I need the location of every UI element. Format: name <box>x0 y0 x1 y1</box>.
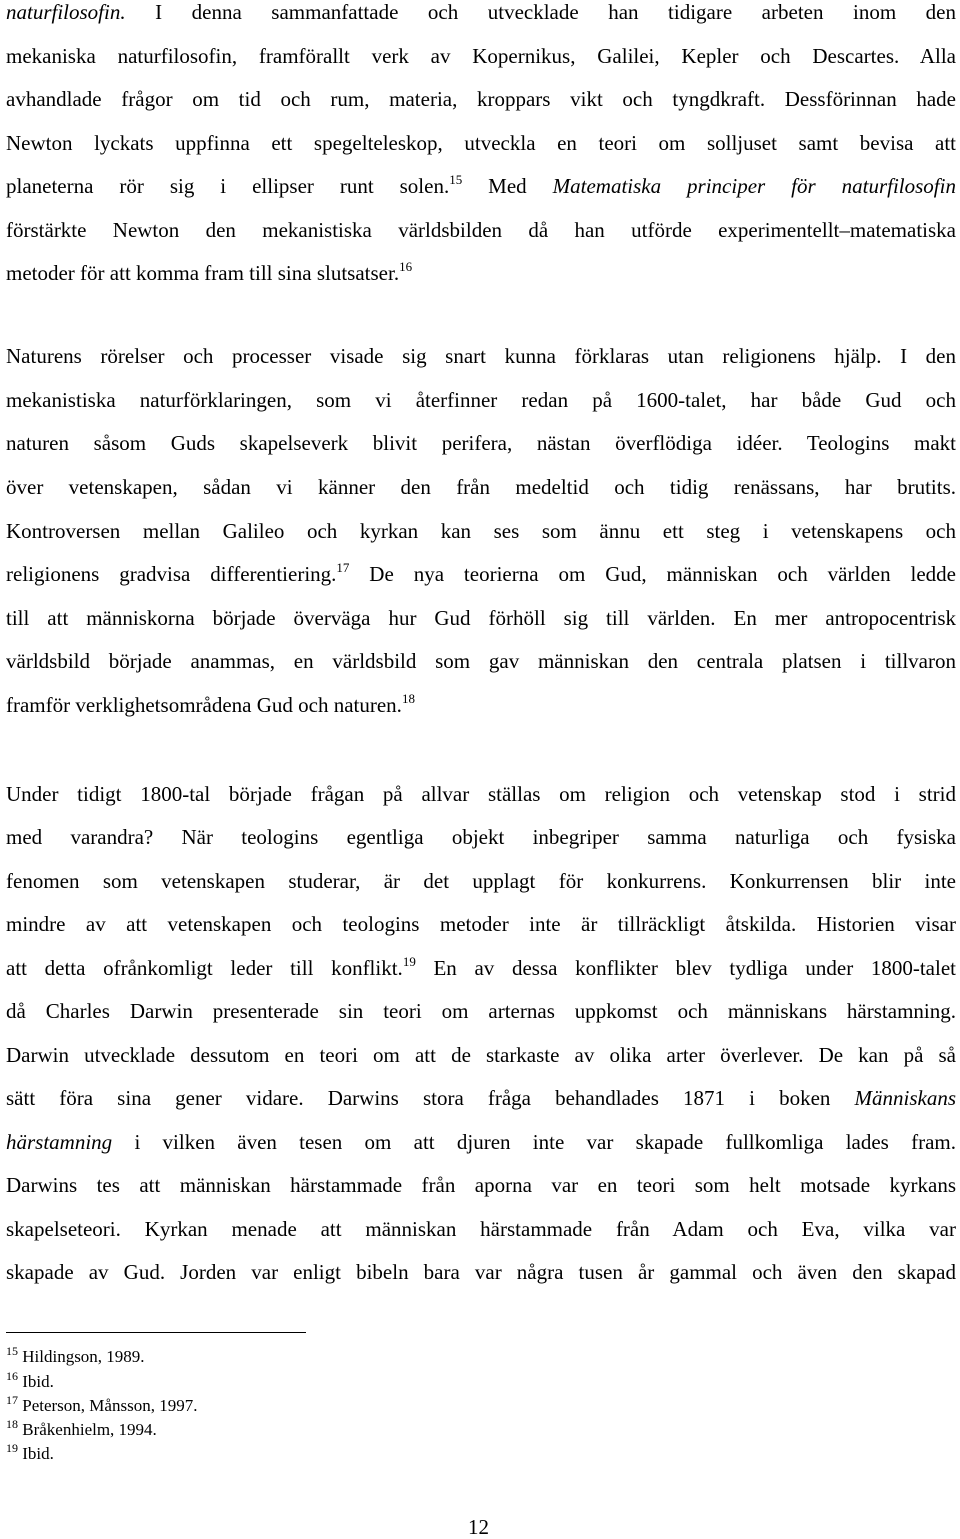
text-segment: avhandlade frågor om tid och rum, materia, kroppars vikt och tyngdkraft. Dessförinnan hade <box>6 87 956 111</box>
text-segment: mekaniska naturfilosofin, framförallt verk av Kopernikus, Galilei, Kepler och Descartes. Alla <box>6 44 956 68</box>
footnote-number: 16 <box>6 1369 18 1383</box>
text-segment: Kontroversen mellan Galileo och kyrkan kan ses som ännu ett steg i vetenskapens och <box>6 519 956 543</box>
italic-text: Matematiska principer för naturfilosofin <box>552 174 956 198</box>
text-line <box>6 475 956 499</box>
text-segment: då Charles Darwin presenterade sin teori om arternas uppkomst och människans härstamning. <box>6 999 956 1023</box>
text-line <box>6 0 956 24</box>
text-segment: I denna sammanfattade och utvecklade han tidigare arbeten inom den <box>125 0 956 24</box>
text-segment: Naturens rörelser och processer visade sig snart kunna förklaras utan religionens hjälp. I den <box>6 344 956 368</box>
footnote-text: Peterson, Månsson, 1997. <box>18 1396 198 1415</box>
text-segment: över vetenskapen, sådan vi känner den från medeltid och tidig renässans, har brutits. <box>6 475 956 499</box>
text-line <box>6 1217 956 1241</box>
footnote <box>6 1441 54 1464</box>
text-line <box>6 174 956 198</box>
footnote-reference: 17 <box>336 560 350 575</box>
text-line <box>6 261 412 285</box>
footnote-reference: 15 <box>449 172 463 187</box>
text-segment: Darwin utvecklade dessutom en teori om att de starkaste av olika arter överlever. De kan på så <box>6 1043 956 1067</box>
footnote-text: Ibid. <box>18 1444 54 1463</box>
text-segment: planeterna rör sig i ellipser runt solen. <box>6 174 450 198</box>
text-segment: mekanistiska naturförklaringen, som vi återfinner redan på 1600-talet, har både Gud och <box>6 388 956 412</box>
text-segment: skapelseteori. Kyrkan menade att människan härstammade från Adam och Eva, vilka var <box>6 1217 956 1241</box>
footnote-text: Hildingson, 1989. <box>18 1347 145 1366</box>
text-segment: framför verklighetsområdena Gud och naturen. <box>6 693 402 717</box>
italic-text: härstamning <box>6 1130 113 1154</box>
footnote <box>6 1393 198 1416</box>
text-segment: religionens gradvisa differentiering. <box>6 562 337 586</box>
text-segment: till att människorna började överväga hur Gud förhöll sig till världen. En mer antropocentrisk <box>6 606 956 630</box>
footnote-number: 18 <box>6 1417 18 1431</box>
text-line <box>6 1086 956 1110</box>
footnote-number: 19 <box>6 1441 18 1455</box>
footnote <box>6 1344 145 1367</box>
text-segment: naturen såsom Guds skapelseverk blivit perifera, nästan överflödiga idéer. Teologins makt <box>6 431 956 455</box>
text-line <box>6 956 956 980</box>
text-line <box>6 1130 956 1154</box>
text-segment: mindre av att vetenskapen och teologins metoder inte är tillräckligt åtskilda. Historien visar <box>6 912 956 936</box>
text-line <box>6 388 956 412</box>
footnote <box>6 1417 157 1440</box>
text-segment: sätt föra sina gener vidare. Darwins stora fråga behandlades 1871 i boken <box>6 1086 855 1110</box>
page-number: 12 <box>468 1515 489 1539</box>
text-line <box>6 649 956 673</box>
text-line <box>6 912 956 936</box>
text-segment: med varandra? När teologins egentliga objekt inbegriper samma naturliga och fysiska <box>6 825 956 849</box>
footnote-number: 15 <box>6 1344 18 1358</box>
text-line <box>6 131 956 155</box>
footnote-text: Ibid. <box>18 1372 54 1391</box>
text-line <box>6 1260 956 1284</box>
text-line <box>6 1043 956 1067</box>
text-line <box>6 606 956 630</box>
footnote <box>6 1369 54 1392</box>
footnote-separator <box>6 1332 306 1333</box>
text-segment: att detta ofrånkomligt leder till konflikt. <box>6 956 403 980</box>
text-line <box>6 431 956 455</box>
text-segment: Med <box>462 174 553 198</box>
text-line <box>6 519 956 543</box>
text-line <box>6 87 956 111</box>
footnote-number: 17 <box>6 1393 18 1407</box>
text-segment: Under tidigt 1800-tal började frågan på allvar ställas om religion och vetenskap stod i strid <box>6 782 956 806</box>
text-segment: världsbild började anammas, en världsbild som gav människan den centrala platsen i tillvaron <box>6 649 956 673</box>
footnote-reference: 19 <box>402 954 416 969</box>
italic-text: naturfilosofin. <box>6 0 126 24</box>
text-segment: Darwins tes att människan härstammade från aporna var en teori som helt motsade kyrkans <box>6 1173 956 1197</box>
italic-text: Människans <box>854 1086 956 1110</box>
text-line <box>6 825 956 849</box>
text-line <box>6 782 956 806</box>
text-line <box>6 999 956 1023</box>
text-segment: förstärkte Newton den mekanistiska världsbilden då han utförde experimentellt–matematiska <box>6 218 956 242</box>
text-line <box>6 562 956 586</box>
footnote-reference: 16 <box>399 259 413 274</box>
footnote-reference: 18 <box>401 691 415 706</box>
text-segment: Newton lyckats uppfinna ett spegelteleskop, utveckla en teori om solljuset samt bevisa att <box>6 131 956 155</box>
text-line <box>6 693 415 717</box>
text-line <box>6 44 956 68</box>
text-segment: skapade av Gud. Jorden var enligt bibeln bara var några tusen år gammal och även den skapad <box>6 1260 956 1284</box>
text-line <box>6 1173 956 1197</box>
text-segment: i vilken även tesen om att djuren inte var skapade fullkomliga lades fram. <box>112 1130 956 1154</box>
text-line <box>6 218 956 242</box>
footnote-text: Bråkenhielm, 1994. <box>18 1420 157 1439</box>
text-segment: De nya teorierna om Gud, människan och världen ledde <box>349 562 956 586</box>
text-segment: fenomen som vetenskapen studerar, är det upplagt för konkurrens. Konkurrensen blir inte <box>6 869 956 893</box>
text-segment: metoder för att komma fram till sina slutsatser. <box>6 261 400 285</box>
text-line <box>6 869 956 893</box>
text-line <box>6 344 956 368</box>
text-segment: En av dessa konflikter blev tydliga under 1800-talet <box>415 956 956 980</box>
